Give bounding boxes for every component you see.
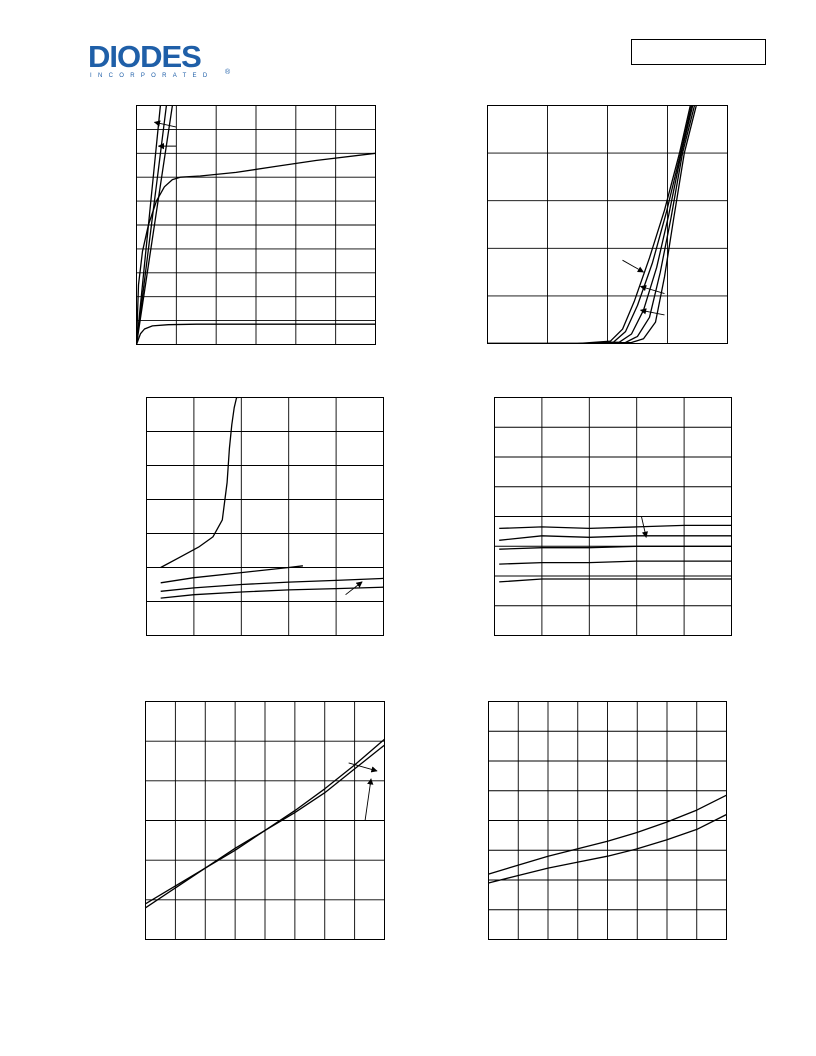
chart-2-arrow-2 [641, 286, 665, 293]
chart-1-svg [136, 105, 376, 345]
chart-4 [494, 397, 732, 636]
chart-6-svg [488, 701, 727, 940]
logo-subtext: INCORPORATED [90, 73, 214, 79]
chart-5 [145, 701, 385, 940]
chart-4-series-3 [499, 546, 731, 549]
chart-2-series-1 [488, 106, 691, 344]
chart-3-svg [146, 397, 384, 636]
chart-2-arrow-1 [623, 260, 644, 272]
part-number-box [631, 39, 766, 65]
logo-wordmark: DIODES [88, 39, 201, 74]
chart-4-series-4 [499, 561, 731, 564]
chart-2-series-3 [488, 106, 693, 344]
registered-mark-icon: ® [225, 69, 231, 76]
chart-2-arrow-3 [641, 310, 665, 315]
chart-2-svg [487, 105, 728, 344]
chart-4-series-2 [499, 536, 731, 541]
chart-5-svg [145, 701, 385, 940]
chart-4-series-1 [499, 525, 731, 528]
chart-4-svg [494, 397, 732, 636]
chart-3-series-2 [161, 566, 303, 583]
chart-4-series-5 [499, 579, 731, 582]
chart-6 [488, 701, 727, 940]
chart-1 [136, 105, 376, 345]
chart-5-arrow-2 [365, 779, 371, 821]
chart-2-series-5 [488, 106, 697, 344]
diodes-logo [88, 39, 236, 82]
chart-3-frame [147, 398, 384, 636]
chart-2 [487, 105, 728, 344]
chart-2-series-2 [488, 106, 692, 344]
chart-3 [146, 397, 384, 636]
chart-3-series-1 [161, 398, 239, 568]
